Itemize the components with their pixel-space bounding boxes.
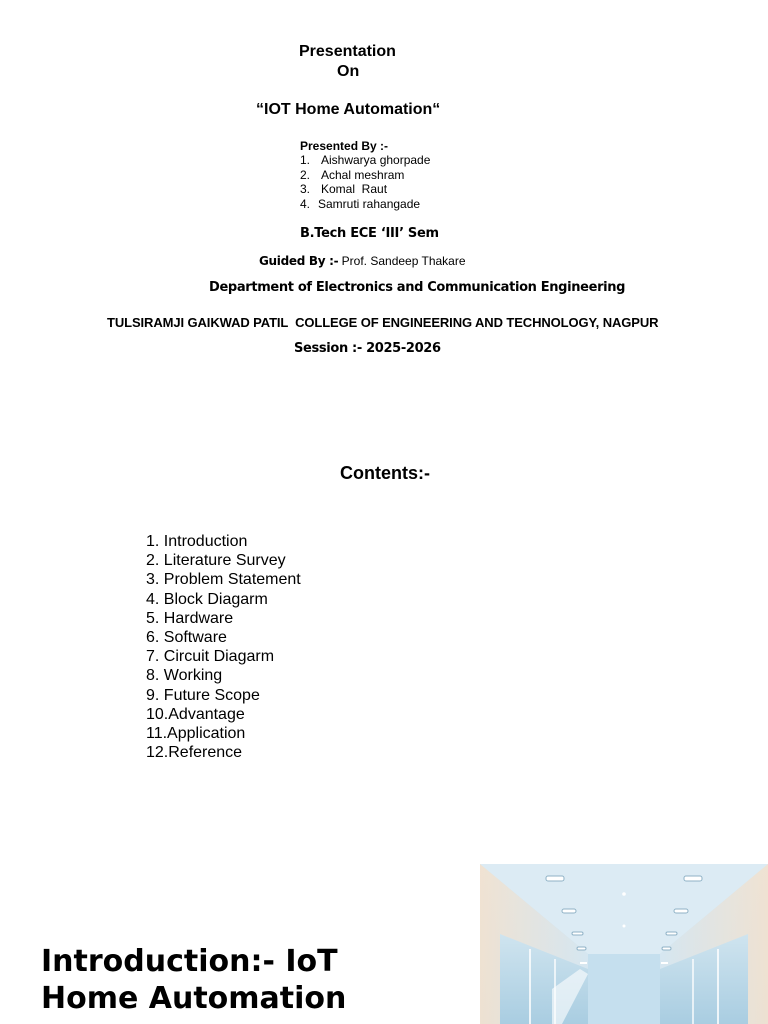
member-number: 4. xyxy=(300,196,311,211)
presentation-label: Presentation xyxy=(299,43,396,60)
member-item xyxy=(300,182,430,197)
intro-title xyxy=(41,943,441,1017)
intro-title-line: Home Automation xyxy=(41,981,347,1016)
contents-item: 4. Block Diagarm xyxy=(146,590,268,608)
guide-name: Prof. Sandeep Thakare xyxy=(338,254,466,268)
member-item xyxy=(300,197,430,212)
contents-item: 10.Advantage xyxy=(146,705,245,723)
member-name: Samruti rahangade xyxy=(318,196,421,211)
guided-by-label: Guided By :- xyxy=(259,254,339,268)
member-number: 3. xyxy=(300,182,311,196)
contents-item: 9. Future Scope xyxy=(146,686,260,704)
contents-heading: Contents:- xyxy=(340,463,430,483)
contents-item: 1. Introduction xyxy=(146,533,248,550)
guided-by xyxy=(259,254,466,268)
session-label: Session :- 2025-2026 xyxy=(294,341,441,356)
member-number: 2. xyxy=(300,167,311,182)
member-name: Achal meshram xyxy=(321,167,405,182)
contents-item: 6. Software xyxy=(146,629,227,647)
contents-item: 8. Working xyxy=(146,667,223,685)
contents-item: 11.Application xyxy=(146,725,246,743)
member-item xyxy=(300,153,430,168)
contents-item: 12.Reference xyxy=(146,744,243,762)
contents-item: 3. Problem Statement xyxy=(146,571,301,589)
contents-item: 5. Hardware xyxy=(146,609,234,627)
ceiling-lights-corridor-photo xyxy=(480,864,768,1024)
members-list xyxy=(300,153,430,211)
department-name: Department of Electronics and Communication Engineering xyxy=(209,280,626,295)
contents-item: 2. Literature Survey xyxy=(146,552,286,570)
on-label: On xyxy=(337,63,360,80)
college-name: TULSIRAMJI GAIKWAD PATIL COLLEGE OF ENGINEERING AND TECHNOLOGY, NAGPUR xyxy=(107,315,659,330)
intro-title-line: Introduction:- IoT xyxy=(41,944,338,979)
member-name: Komal Raut xyxy=(321,182,388,196)
member-name: Aishwarya ghorpade xyxy=(321,153,431,167)
contents-list xyxy=(146,532,301,762)
contents-item: 7. Circuit Diagarm xyxy=(146,648,275,666)
project-title: “IOT Home Automation“ xyxy=(256,101,441,118)
member-item xyxy=(300,168,430,183)
course-label: B.Tech ECE ‘III’ Sem xyxy=(300,226,439,241)
member-number: 1. xyxy=(300,153,311,167)
presented-by-label: Presented By :- xyxy=(300,139,389,153)
